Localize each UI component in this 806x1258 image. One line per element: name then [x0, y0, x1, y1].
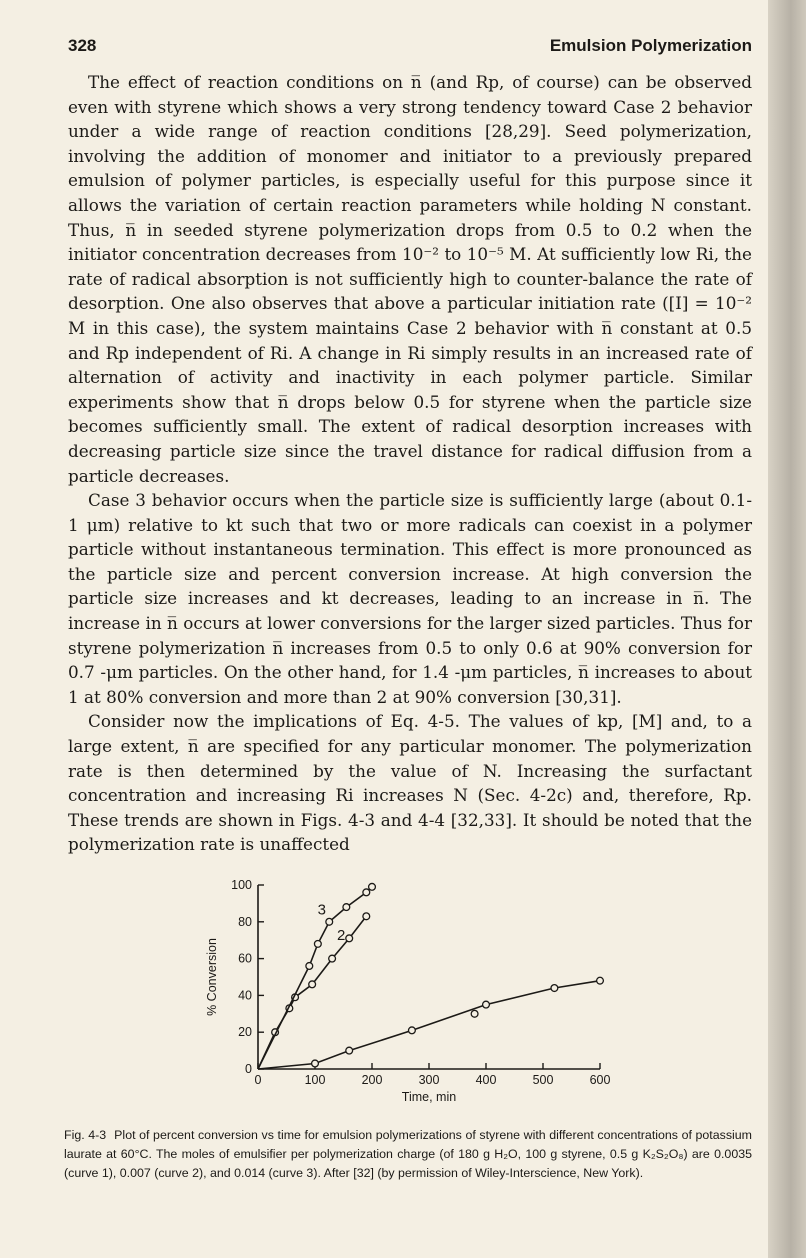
x-tick-label: 600	[589, 1073, 611, 1087]
series-1-point	[551, 985, 558, 992]
series-2-point	[363, 913, 370, 920]
paragraph-1: The effect of reaction conditions on n̅ (and Rp, of course) can be observed even with styrene which shows a very strong tendency toward Case 2 behavior under a wide range of reaction conditions [28,29]. Seed polymerization, involving the addition of monomer and initiator to a previously prepared emulsion of polymer particles, is especially useful for this purpose since it allows the variation of certain reaction parameters while holding N constant. Thus, n̅ in seeded styrene polymerization drops from 0.5 to 0.2 when the initiator concentration decreases from 10⁻² to 10⁻⁵ M. At sufficiently low Ri, the rate of radical absorption is not sufficiently high to counter-balance the rate of desorption. One also observes that above a particular initiation rate ([I] = 10⁻² M in this case), the system maintains Case 2 behavior with n̅ constant at 0.5 and Rp independent of Ri. A change in Ri simply results in an increased rate of alternation of activity and inactivity in each polymer particle. Similar experiments show that n̅ drops below 0.5 for styrene when the particle size becomes sufficiently small. The extent of radical desorption increases with decreasing particle size since the travel distance for radical diffusion from a particle decreases.	[68, 72, 752, 486]
paragraph-3: Consider now the implications of Eq. 4-5. The values of kp, [M] and, to a large extent, n̅ are specified for any particular monomer. The polymerization rate is then determined by the value of N. Increasing the surfactant concentration and increasing Ri increases N (Sec. 4-2c) and, therefore, Rp. These trends are shown in Figs. 4-3 and 4-4 [32,33]. It should be noted that the polymerization rate is unaffected	[68, 711, 752, 855]
series-2-point	[346, 935, 353, 942]
book-spine	[768, 0, 806, 1258]
x-tick-label: 300	[418, 1073, 440, 1087]
series-3-line	[258, 887, 372, 1069]
y-tick-label: 0	[245, 1062, 252, 1076]
y-tick-label: 20	[238, 1025, 252, 1040]
y-tick-label: 60	[238, 951, 252, 966]
x-tick-label: 0	[254, 1073, 262, 1087]
figure-4-3	[190, 873, 630, 1108]
figure-caption	[64, 1126, 752, 1182]
series-2-point	[309, 981, 316, 988]
caption-text: Plot of percent conversion vs time for emulsion polymerizations of styrene with different concentrations of potassium laurate at 60°C. The moles of emulsifier per polymerization charge (of 180 g H₂O, 100 g styrene, 0.5 g K₂S₂O₈) are 0.0035 (curve 1), 0.007 (curve 2), and 0.014 (curve 3). After [32] (by permission of Wiley-Interscience, New York).	[64, 1128, 752, 1180]
series-3-point	[306, 963, 313, 970]
y-tick-label: 80	[238, 914, 252, 929]
series-3-point	[343, 904, 350, 911]
series-1-line	[258, 981, 600, 1069]
series-3-point	[369, 883, 376, 890]
series-1-point	[346, 1047, 353, 1054]
running-title: Emulsion Polymerization	[549, 36, 752, 55]
y-axis-label: % Conversion	[205, 938, 219, 1016]
page-header	[68, 36, 752, 60]
conversion-chart	[190, 873, 630, 1108]
series-3-point	[326, 918, 333, 925]
x-tick-label: 400	[475, 1073, 497, 1087]
curve-label-3: 3	[317, 901, 327, 919]
figure-label: Fig. 4-3	[64, 1128, 107, 1142]
series-2-point	[471, 1010, 478, 1017]
series-1-point	[597, 977, 604, 984]
y-tick-label: 40	[238, 988, 252, 1003]
y-tick-label: 100	[231, 878, 252, 892]
body-text	[68, 70, 752, 857]
curve-label-2: 2	[337, 927, 346, 945]
series-3-point	[363, 889, 370, 896]
paragraph-2: Case 3 behavior occurs when the particle size is sufficiently large (about 0.1-1 μm) relative to kt such that two or more radicals can coexist in a polymer particle without instantaneous termination. This effect is more pronounced as the particle size and percent conversion increase. At high conversion the particle size increases and kt decreases, leading to an increase in n̅. The increase in n̅ occurs at lower conversions for the larger sized particles. Thus for styrene polymerization n̅ increases from 0.5 to only 0.6 at 90% conversion for 0.7 -μm particles. On the other hand, for 1.4 -μm particles, n̅ increases to about 1 at 80% conversion and more than 2 at 90% conversion [30,31].	[68, 490, 752, 707]
x-tick-label: 500	[532, 1073, 554, 1087]
x-axis-label: Time, min	[401, 1090, 457, 1104]
series-1-point	[409, 1027, 416, 1034]
x-tick-label: 200	[361, 1073, 383, 1087]
series-1-point	[312, 1060, 319, 1067]
page-number: 328	[68, 36, 97, 55]
x-tick-label: 100	[304, 1073, 326, 1087]
series-1-point	[483, 1001, 490, 1008]
series-2-point	[329, 955, 336, 962]
series-3-point	[314, 940, 321, 947]
